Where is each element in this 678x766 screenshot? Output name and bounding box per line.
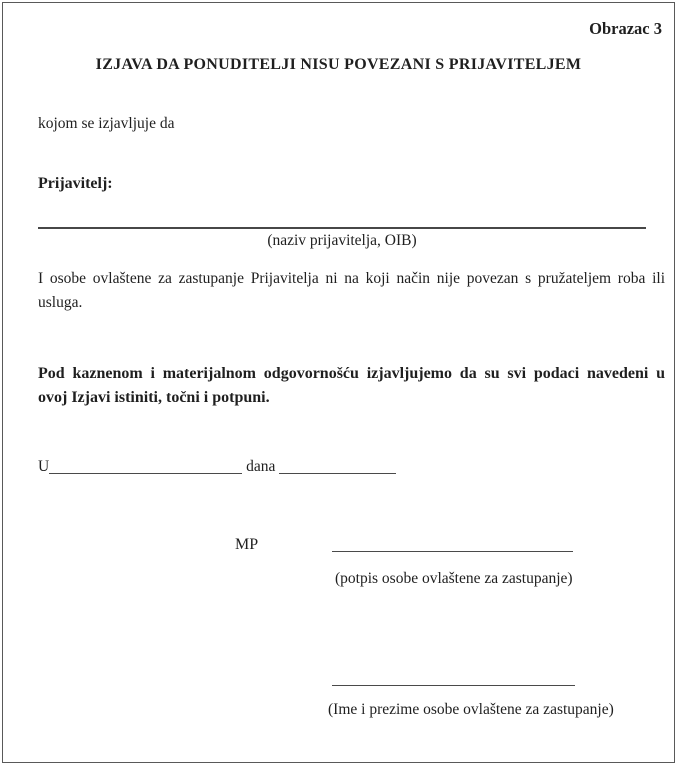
signature-caption: (potpis osobe ovlaštene za zastupanje) — [335, 570, 573, 587]
name-fill-line — [332, 685, 575, 686]
date-label: dana — [246, 458, 276, 475]
place-fill-line — [49, 472, 242, 474]
document-page — [2, 2, 675, 763]
form-number-label: Obrazac 3 — [589, 19, 662, 38]
signature-fill-line — [332, 551, 573, 552]
statement-paragraph: I osobe ovlaštene za zastupanje Prijavitelja ni na koji način nije povezan s pružateljem roba ili usluga. — [38, 270, 665, 311]
intro-text: kojom se izjavljuje da — [38, 115, 175, 132]
applicant-label: Prijavitelj: — [38, 175, 113, 192]
place-date-row — [38, 458, 396, 476]
form-title: IZJAVA DA PONUDITELJI NISU POVEZANI S PRIJAVITELJEM — [95, 56, 582, 73]
seal-mp-label: MP — [235, 536, 259, 553]
applicant-caption: (naziv prijavitelja, OIB) — [267, 232, 417, 249]
date-fill-line — [279, 472, 396, 474]
name-caption: (Ime i prezime osobe ovlaštene za zastupanje) — [328, 701, 614, 718]
applicant-fill-line — [38, 227, 646, 229]
declaration-paragraph: Pod kaznenom i materijalnom odgovornošću izjavljujemo da su svi podaci navedeni u ovoj Izjavi istiniti, točni i potpuni. — [38, 365, 665, 406]
place-prefix-label: U — [38, 458, 50, 475]
